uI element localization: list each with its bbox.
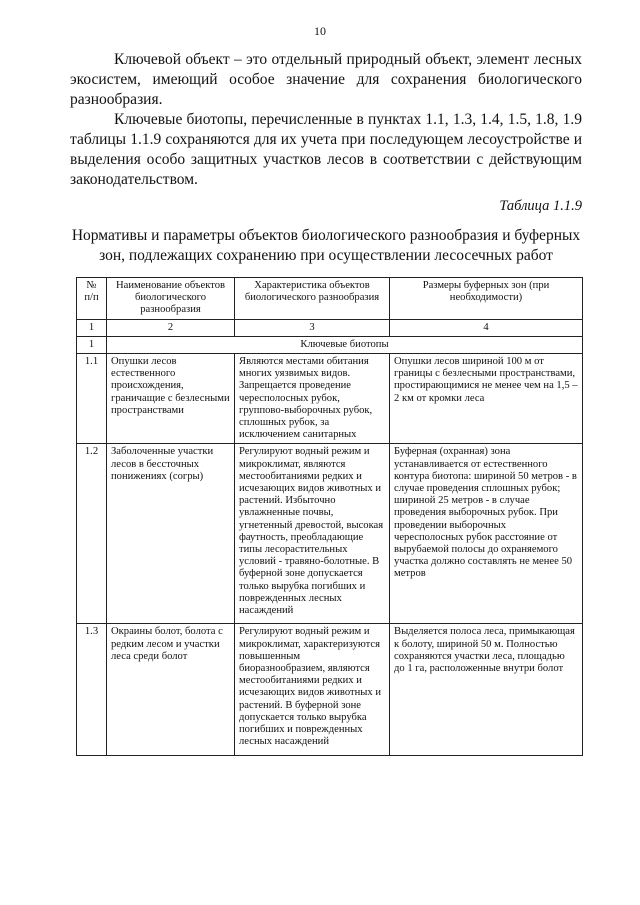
section-title: Ключевые биотопы [107, 336, 583, 353]
row-number: 1.2 [77, 444, 107, 624]
column-index: 2 [107, 319, 235, 336]
row-object-name: Заболоченные участки лесов в бессточных понижениях (согры) [107, 444, 235, 624]
header-number: № п/п [77, 278, 107, 320]
row-object-name: Окраины болот, болота с редким лесом и участки леса среди болот [107, 624, 235, 756]
row-characteristics: Регулируют водный режим и микроклимат, характеризуются повышенным биоразнообразием, являются местообитаниями редких и исчезающих видов животных и растений. В буферной зоне допускается только вырубка погибших и поврежденных лесных насаждений [235, 624, 390, 756]
row-buffer-zone: Выделяется полоса леса, примыкающая к болоту, шириной 50 м. Полностью сохраняются участки леса, площадью до 1 га, расположенные внутри болот [390, 624, 583, 756]
row-buffer-zone: Опушки лесов шириной 100 м от границы с безлесными пространствами, простирающимися не менее чем на 1,5 – 2 км от кромки леса [390, 354, 583, 444]
column-index: 1 [77, 319, 107, 336]
header-buffer-zone-size: Размеры буферных зон (при необходимости) [390, 278, 583, 320]
paragraph-key-object-definition: Ключевой объект – это отдельный природный объект, элемент лесных экосистем, имеющий особое значение для сохранения биологического разнообразия. [70, 51, 582, 108]
row-number: 1.1 [77, 354, 107, 444]
norms-table [76, 277, 583, 756]
section-number: 1 [77, 336, 107, 353]
table-number: Таблица 1.1.9 [499, 198, 582, 214]
column-index: 3 [235, 319, 390, 336]
table-row [77, 624, 583, 756]
table-row [77, 444, 583, 624]
row-characteristics: Являются местами обитания многих уязвимых видов. Запрещается проведение чересполосных рубок, группово-выборочных рубок, сплошных рубок, за исключением санитарных [235, 354, 390, 444]
table-row [77, 354, 583, 444]
page-number: 10 [314, 24, 326, 38]
row-buffer-zone: Буферная (охранная) зона устанавливается от естественного контура биотопа: шириной 50 метров - в случае проведения сплошных рубок; шириной 25 метров - в случае проведения выборочных рубок. При проведении выборочных чересполосных рубок расстояние от вырубаемой полосы до охраняемого участка должно составлять не менее 50 метров [390, 444, 583, 624]
table-title: Нормативы и параметры объектов биологического разнообразия и буферных зон, подлежащих сохранению при осуществлении лесосечных работ [71, 227, 581, 264]
table-header-row [77, 278, 583, 320]
header-object-characteristics: Характеристика объектов биологического разнообразия [235, 278, 390, 320]
column-index-row [77, 319, 583, 336]
row-characteristics: Регулируют водный режим и микроклимат, являются местообитаниями редких и исчезающих видов животных и растений. Избыточно увлажненные почвы, угнетенный древостой, высокая фаутность, преобладающие типы лесорастительных условий - травяно-болотные. В буферной зоне допускается только вырубка погибших и поврежденных лесных насаждений [235, 444, 390, 624]
row-number: 1.3 [77, 624, 107, 756]
column-index: 4 [390, 319, 583, 336]
section-row [77, 336, 583, 353]
header-object-name: Наименование объектов биологического разнообразия [107, 278, 235, 320]
row-object-name: Опушки лесов естественного происхождения, граничащие с безлесными пространствами [107, 354, 235, 444]
paragraph-key-biotopes: Ключевые биотопы, перечисленные в пунктах 1.1, 1.3, 1.4, 1.5, 1.8, 1.9 таблицы 1.1.9 сохраняются для их учета при последующем лесоустройстве и выделения особо защитных участков лесов в соответствии с действующим законодательством. [70, 111, 582, 188]
